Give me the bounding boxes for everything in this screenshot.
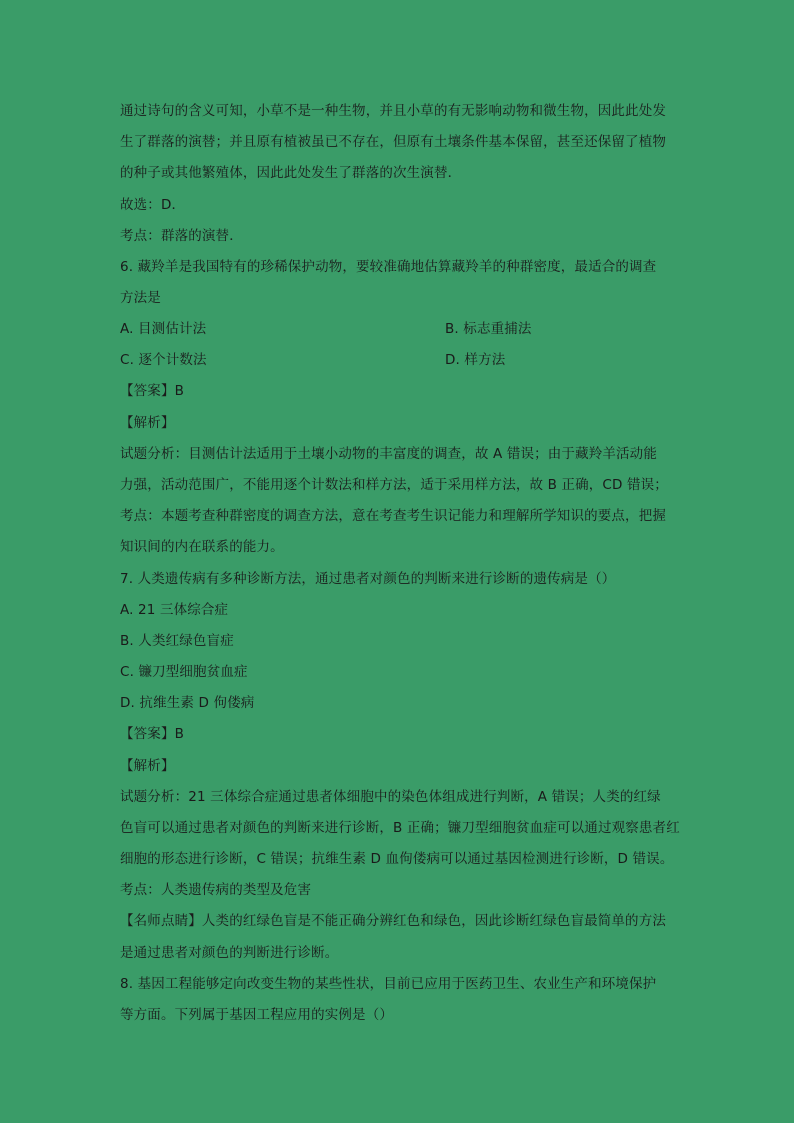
question-6-option-d: D. 样方法: [445, 352, 506, 368]
analysis-text: 力强，活动范围广，不能用逐个计数法和样方法，适于采用样方法，故 B 正确，CD 错误；: [120, 477, 668, 493]
text-line: 的种子或其他繁殖体，因此此处发生了群落的次生演替．: [120, 165, 462, 181]
analysis-text: 色盲可以通过患者对颜色的判断来进行诊断，B 正确；镰刀型细胞贫血症可以通过观察患者红: [120, 820, 680, 836]
teacher-tip-line: 是通过患者对颜色的判断进行诊断。: [120, 945, 339, 961]
knowledge-point-line: 考点：人类遗传病的类型及危害: [120, 882, 312, 898]
analysis-text: 试题分析：21 三体综合症通过患者体细胞中的染色体组成进行判断，A 错误；人类的红绿: [120, 789, 661, 805]
analysis-text: 试题分析：目测估计法适用于土壤小动物的丰富度的调查，故 A 错误；由于藏羚羊活动能: [120, 446, 657, 462]
question-8-stem-cont: 等方面。下列属于基因工程应用的实例是（）: [120, 1007, 393, 1023]
question-7-option-c: C. 镰刀型细胞贫血症: [120, 664, 248, 680]
question-8-stem: 8. 基因工程能够定向改变生物的某些性状，目前已应用于医药卫生、农业生产和环境保护: [120, 976, 657, 992]
teacher-tip-line: 【名师点睛】人类的红绿色盲是不能正确分辨红色和绿色，因此诊断红绿色盲最简单的方法: [120, 913, 666, 929]
question-7-stem: 7. 人类遗传病有多种诊断方法，通过患者对颜色的判断来进行诊断的遗传病是（）: [120, 571, 616, 587]
question-6-option-b: B. 标志重捕法: [445, 321, 532, 337]
question-7-option-a: A. 21 三体综合症: [120, 602, 229, 618]
answer-label: 【答案】B: [120, 383, 185, 399]
knowledge-point-line: 知识间的内在联系的能力。: [120, 539, 284, 555]
answer-choice-line: 故选：D．: [120, 197, 186, 213]
question-6-option-c: C. 逐个计数法: [120, 352, 207, 368]
answer-label: 【答案】B: [120, 726, 185, 742]
question-6-option-a: A. 目测估计法: [120, 321, 207, 337]
knowledge-point-line: 考点：群落的演替．: [120, 228, 243, 244]
question-6-stem: 6. 藏羚羊是我国特有的珍稀保护动物，要较准确地估算藏羚羊的种群密度，最适合的调查: [120, 259, 657, 275]
text-line: 生了群落的演替；并且原有植被虽已不存在，但原有土壤条件基本保留，甚至还保留了植物: [120, 134, 666, 150]
knowledge-point-line: 考点：本题考查种群密度的调查方法，意在考查考生识记能力和理解所学知识的要点，把握: [120, 508, 666, 524]
text-line: 通过诗句的含义可知，小草不是一种生物，并且小草的有无影响动物和微生物，因此此处发: [120, 103, 666, 119]
analysis-text: 细胞的形态进行诊断，C 错误；抗维生素 D 血佝偻病可以通过基因检测进行诊断，D 错误。: [120, 851, 674, 867]
question-6-stem-cont: 方法是: [120, 290, 161, 306]
analysis-label: 【解析】: [120, 758, 175, 774]
question-7-option-b: B. 人类红绿色盲症: [120, 633, 234, 649]
analysis-label: 【解析】: [120, 415, 175, 431]
question-7-option-d: D. 抗维生素 D 佝偻病: [120, 695, 255, 711]
